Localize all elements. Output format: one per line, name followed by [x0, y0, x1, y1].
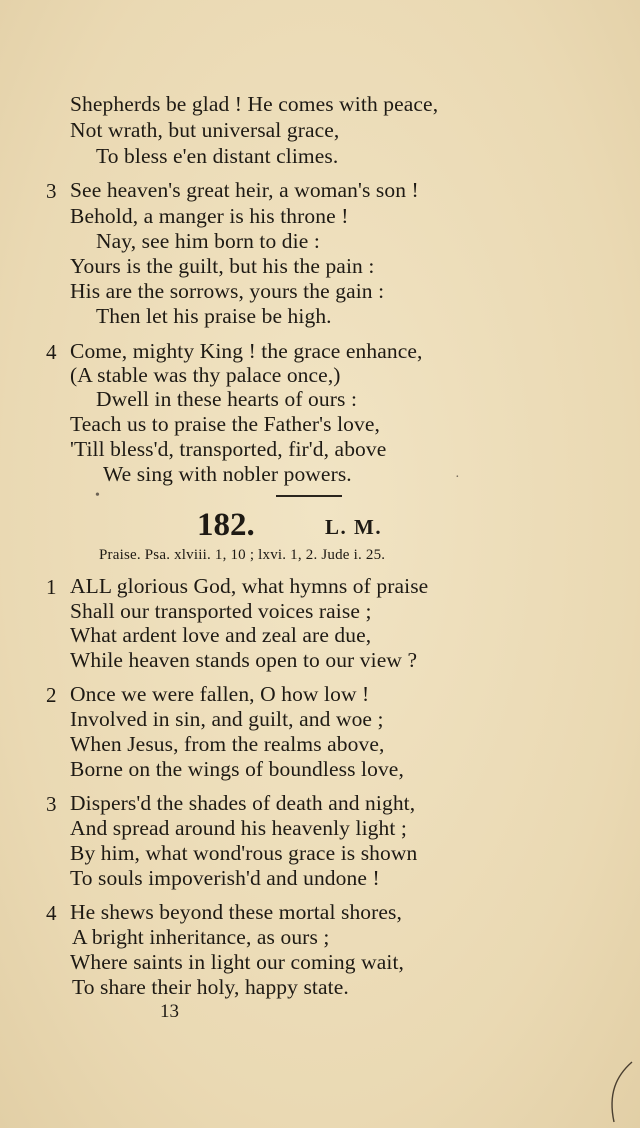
verse-line: Then let his praise be high. [96, 304, 332, 328]
verse-line: Borne on the wings of boundless love, [70, 757, 404, 781]
stanza-number: 4 [46, 340, 57, 364]
verse-line: To share their holy, happy state. [72, 975, 349, 999]
ink-speck: • [95, 488, 100, 503]
page-edge-mark [598, 1060, 638, 1126]
hymn-number: 182. [197, 507, 255, 543]
verse-line: Once we were fallen, O how low ! [70, 682, 370, 706]
verse-line: Dwell in these hearts of ours : [96, 387, 358, 411]
verse-line: Nay, see him born to die : [96, 229, 320, 253]
verse-line: And spread around his heavenly light ; [70, 816, 407, 840]
verse-line: Where saints in light our coming wait, [70, 950, 404, 974]
verse-line: Not wrath, but universal grace, [70, 118, 340, 142]
verse-line: Dispers'd the shades of death and night, [70, 791, 416, 815]
stanza-number: 1 [46, 575, 57, 599]
verse-line: While heaven stands open to our view ? [70, 648, 418, 672]
verse-line: When Jesus, from the realms above, [70, 732, 385, 756]
verse-line: Behold, a manger is his throne ! [70, 204, 349, 228]
verse-line: Come, mighty King ! the grace enhance, [70, 339, 423, 363]
verse-line: See heaven's great heir, a woman's son ! [70, 178, 419, 202]
verse-line: He shews beyond these mortal shores, [70, 900, 402, 924]
verse-line: By him, what wond'rous grace is shown [70, 841, 418, 865]
verse-line: Teach us to praise the Father's love, [70, 412, 380, 436]
verse-line: ALL glorious God, what hymns of praise [70, 574, 429, 598]
verse-line: His are the sorrows, yours the gain : [70, 279, 385, 303]
verse-line: A bright inheritance, as ours ; [72, 925, 330, 949]
verse-line: To bless e'en distant climes. [96, 144, 339, 168]
stanza-number: 3 [46, 179, 57, 203]
verse-line: Shepherds be glad ! He comes with peace, [70, 92, 439, 116]
stanza-number: 4 [46, 901, 57, 925]
verse-line: Shall our transported voices raise ; [70, 599, 372, 623]
verse-line: We sing with nobler powers. [103, 462, 352, 486]
verse-line: To souls impoverish'd and undone ! [70, 866, 380, 890]
verse-line: Involved in sin, and guilt, and woe ; [70, 707, 384, 731]
verse-line: 'Till bless'd, transported, fir'd, above [70, 437, 387, 461]
scripture-reference: Praise. Psa. xlviii. 1, 10 ; lxvi. 1, 2. Jude i. 25. [99, 547, 386, 563]
ink-speck: · [455, 470, 460, 485]
stanza-number: 3 [46, 792, 57, 816]
stanza-number: 2 [46, 683, 57, 707]
verse-line: Yours is the guilt, but his the pain : [70, 254, 375, 278]
verse-line: (A stable was thy palace once,) [70, 363, 341, 387]
page-number: 13 [160, 1001, 179, 1022]
hymn-meter: L. M. [325, 515, 383, 539]
section-divider [276, 495, 342, 497]
verse-line: What ardent love and zeal are due, [70, 623, 372, 647]
